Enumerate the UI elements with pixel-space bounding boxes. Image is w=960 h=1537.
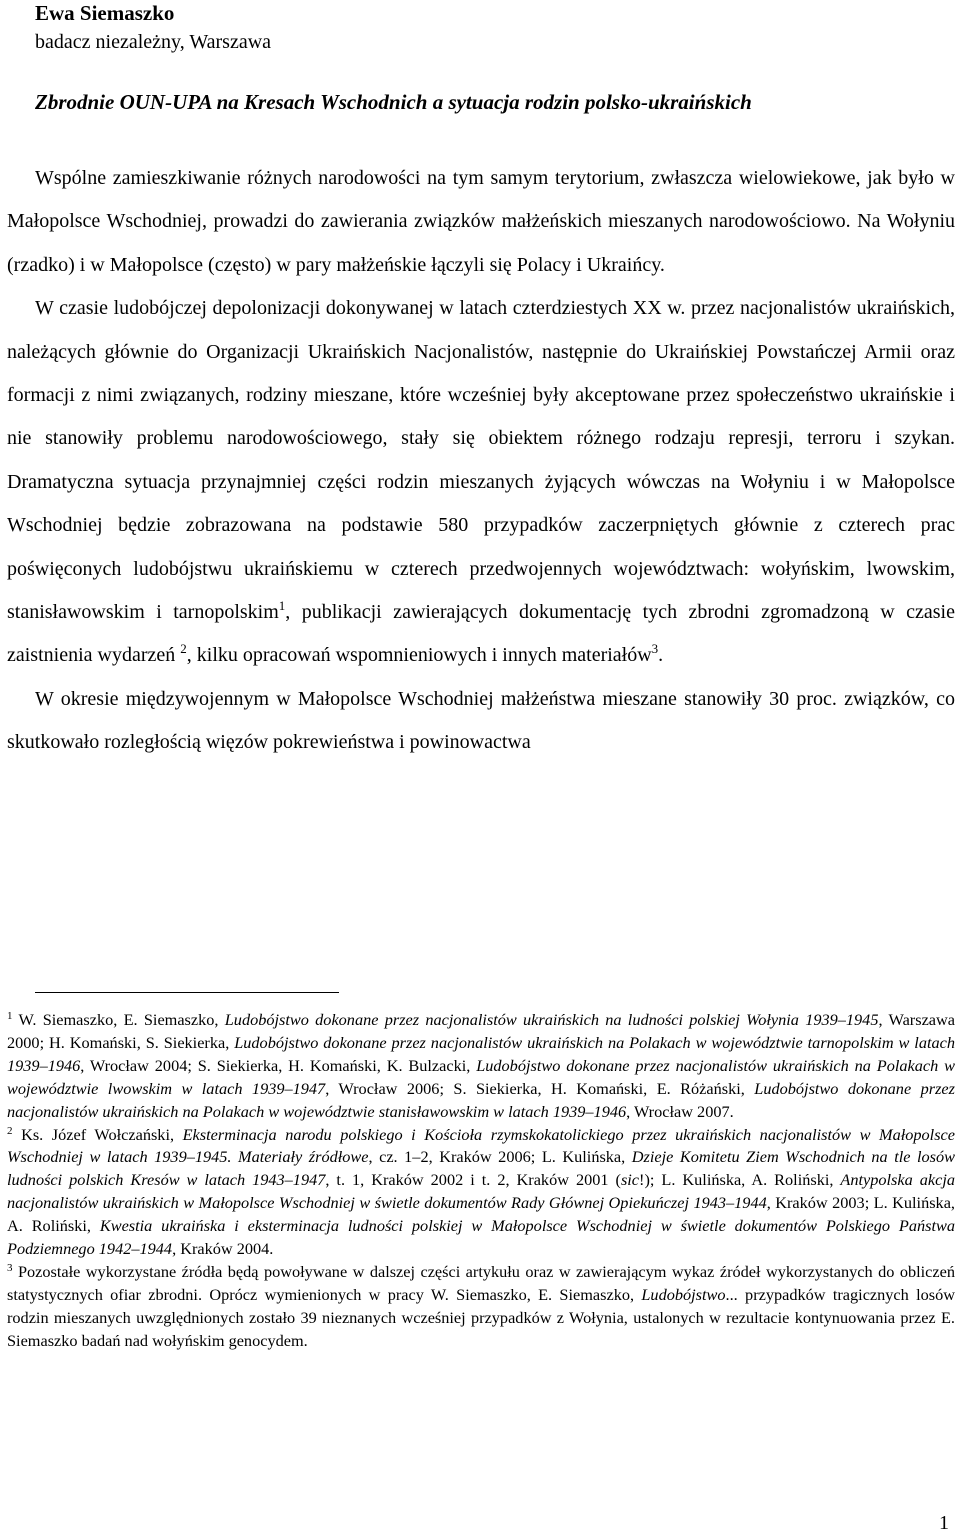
footnote-3-title-1: Ludobójstwo [641, 1284, 726, 1304]
footnote-2-title-4: Kwestia ukraińska i eksterminacja ludności polskiej w Małopolsce Wschodniej w świetle dokumentów Polskiego Państwa Podziemnego 1942–1944 [7, 1216, 955, 1259]
footnote-2 [7, 1124, 955, 1261]
paragraph-2-text-c: , kilku opracowań wspomnieniowych i innych materiałów [186, 644, 652, 667]
footnote-2-text: , Kraków 2004. [172, 1239, 274, 1259]
footnote-2-title-1: Eksterminacja narodu polskiego i Kościoła rzymskokatolickiego przez ukraińskich nacjonalistów w Małopolsce Wschodniej w latach 1939–1945. Materiały źródłowe [7, 1124, 955, 1167]
footnote-ref-1[interactable]: 1 [278, 598, 286, 614]
footnote-1-title-4: Ludobójstwo dokonane przez nacjonalistów ukraińskich na Polakach w województwie stanisławowskim w latach 1939–1946 [7, 1078, 955, 1121]
footnote-2-text: , t. 1, Kraków 2002 i t. 2, Kraków 2001 ( [325, 1170, 621, 1190]
footnote-3-text: Pozostałe wykorzystane źródła będą powoływane w dalszej części artykułu oraz w zawierającym wykaz źródeł wykorzystanych do obliczeń statystycznych ofiar zbrodni. Oprócz wymienionych w pracy W. Siemaszko, E. Siemaszko, [7, 1261, 955, 1304]
paragraph-3: W okresie międzywojennym w Małopolsce Wschodniej małżeństwa mieszane stanowiły 30 proc. związków, co skutkowało rozległością więzów pokrewieństwa i powinowactwa [7, 687, 955, 754]
paragraph-2-text-a: W czasie ludobójczej depolonizacji dokonywanej w latach czterdziestych XX w. przez nacjonalistów ukraińskich, należących głównie do Organizacji Ukraińskich Nacjonalistów, następnie do Ukraińskiej Powstańczej Armii oraz formacji z nimi związanych, rodziny mieszane, które wcześniej były akceptowane przez społeczeństwo ukraińskie i nie stanowiły problemu narodowościowego, stały się obiektem różnego rodzaju represji, terroru i szykan. Dramatyczna sytuacja przynajmniej części rodzin mieszanych żyjących wówczas na Wołyniu i w Małopolsce Wschodniej będzie zobrazowana na podstawie 580 przypadków zaczerpniętych głównie z czterech prac poświęconych ludobójstwu ukraińskiemu w czterech przedwojennych województwach: wołyńskim, lwowskim, stanisławowskim i tarnopolskim [7, 297, 955, 624]
footnote-1-text: , Wrocław 2006; S. Siekierka, H. Komański, E. Różański, [325, 1078, 755, 1098]
footnote-2-text: , Kraków 2003; L. Kulińska, A. Roliński, [7, 1193, 955, 1236]
paragraph-2 [7, 287, 955, 678]
paragraph-2-text-b: , publikacji zawierających dokumentację tych zbrodni zgromadzoną w czasie zaistnienia wydarzeń [7, 601, 955, 667]
footnote-3 [7, 1261, 955, 1353]
footnote-2-text: !); L. Kulińska, A. Roliński, [639, 1170, 841, 1190]
footnote-2-sic: sic [620, 1170, 640, 1190]
footnote-2-title-3: Antypolska akcja nacjonalistów ukraińskich w Małopolsce Wschodniej w świetle dokumentów Rady Głównej Opiekuńczej 1943–1944 [7, 1170, 956, 1213]
footnote-2-text: , cz. 1–2, Kraków 2006; L. Kulińska, [368, 1147, 632, 1167]
footnote-1-number: 1 [7, 1010, 13, 1022]
footnote-1-title-1: Ludobójstwo dokonane przez nacjonalistów ukraińskich na ludności polskiej Wołynia 1939–1945 [224, 1010, 879, 1029]
page-number: 1 [939, 1512, 949, 1534]
author-name: Ewa Siemaszko [35, 1, 175, 25]
footnote-1 [7, 1009, 955, 1124]
footnote-1-text: W. Siemaszko, E. Siemaszko, [12, 1010, 225, 1029]
footnote-1-title-2: Ludobójstwo dokonane przez nacjonalistów ukraińskich na Polakach w województwie tarnopolskim w latach 1939–1946 [7, 1032, 955, 1075]
footnote-1-text: , Wrocław 2004; S. Siekierka, H. Komański, K. Bulzacki, [80, 1055, 477, 1075]
footnote-3-text: ... przypadków tragicznych losów rodzin mieszanych uwzględnionych zostało 39 nieznanych wcześniej przypadków z Wołynia, ustalonych w rezultacie kontynuowania przez E. Siemaszko badań nad wołyńskim genocydem. [7, 1284, 956, 1350]
author-affiliation: badacz niezależny, Warszawa [35, 31, 272, 53]
article-title: Zbrodnie OUN-UPA na Kresach Wschodnich a sytuacja rodzin polsko-ukraińskich [35, 90, 752, 114]
footnote-1-title-3: Ludobójstwo dokonane przez nacjonalistów ukraińskich na Polakach w województwie lwowskim w latach 1939–1947 [7, 1055, 956, 1098]
footnote-2-number: 2 [7, 1124, 13, 1137]
footnote-1-text: , Wrocław 2007. [626, 1101, 734, 1121]
paragraph-1: Wspólne zamieszkiwanie różnych narodowości na tym samym terytorium, zwłaszcza wielowiekowe, jak było w Małopolsce Wschodniej, prowadzi do zawierania związków małżeńskich mieszanych narodowościowo. Na Wołyniu (rzadko) i w Małopolsce (często) w pary małżeńskie łączyli się Polacy i Ukraińcy. [7, 167, 955, 276]
footnote-ref-2[interactable]: 2 [180, 641, 187, 657]
footnote-ref-3[interactable]: 3 [651, 641, 659, 657]
footnote-1-text: , Warszawa 2000; H. Komański, S. Siekierka, [7, 1010, 956, 1052]
footnote-separator [35, 992, 339, 993]
footnote-3-number: 3 [7, 1261, 13, 1274]
footnote-2-text: Ks. Józef Wołczański, [12, 1124, 183, 1144]
footnote-2-title-2: Dzieje Komitetu Ziem Wschodnich na tle losów ludności polskich Kresów w latach 1943–1947 [7, 1147, 956, 1190]
footnotes [7, 1009, 955, 1353]
paragraph-2-text-d: . [658, 644, 664, 667]
article-body [7, 157, 955, 765]
